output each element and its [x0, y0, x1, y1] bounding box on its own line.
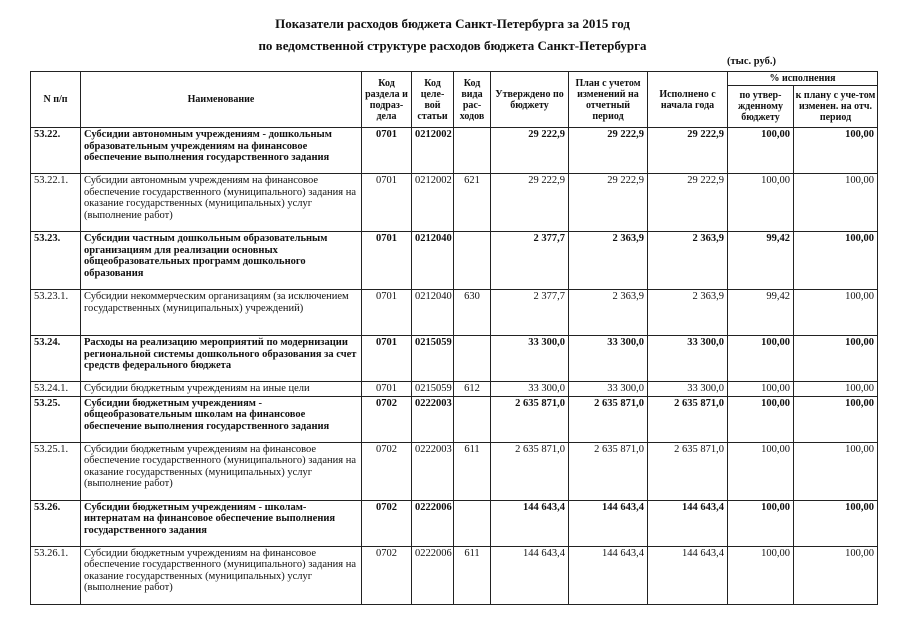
row-approved: 2 635 871,0	[491, 442, 569, 500]
row-section-code: 0701	[362, 232, 412, 290]
row-type-code: 621	[454, 174, 491, 232]
row-plan: 2 363,9	[569, 290, 648, 336]
col-section-header: Код раздела и подраз-дела	[362, 72, 412, 128]
row-section-code: 0702	[362, 396, 412, 442]
row-target-code: 0212002	[412, 128, 454, 174]
col-approved-header: Утверждено по бюджету	[491, 72, 569, 128]
row-number: 53.25.1.	[31, 442, 81, 500]
col-executed-header: Исполнено с начала года	[648, 72, 728, 128]
row-name: Субсидии бюджетным учреждениям - школам-интернатам на финансовое обеспечение выполнения государственного задания	[81, 500, 362, 546]
row-number: 53.23.1.	[31, 290, 81, 336]
row-approved: 33 300,0	[491, 382, 569, 397]
row-type-code	[454, 128, 491, 174]
row-executed: 2 635 871,0	[648, 442, 728, 500]
row-section-code: 0702	[362, 546, 412, 604]
table-row	[31, 128, 878, 174]
row-plan: 144 643,4	[569, 546, 648, 604]
row-plan: 144 643,4	[569, 500, 648, 546]
row-section-code: 0701	[362, 128, 412, 174]
col-pct-plan-header: к плану с уче-том изменен. на отч. период	[794, 86, 878, 128]
row-pct-plan: 100,00	[794, 232, 878, 290]
row-pct-plan: 100,00	[794, 174, 878, 232]
row-name: Субсидии бюджетным учреждениям на финансовое обеспечение государственного (муниципального) задания на оказание государственных (муниципальных) услуг (выполнение работ)	[81, 546, 362, 604]
row-pct-plan: 100,00	[794, 442, 878, 500]
row-name: Субсидии автономным учреждениям - дошкольным образовательным учреждениям на финансовое обеспечение выполнения государственного задания	[81, 128, 362, 174]
table-row	[31, 546, 878, 604]
row-number: 53.26.	[31, 500, 81, 546]
row-plan: 33 300,0	[569, 336, 648, 382]
row-type-code	[454, 336, 491, 382]
row-pct-approved: 100,00	[728, 442, 794, 500]
row-pct-plan: 100,00	[794, 396, 878, 442]
row-target-code: 0222006	[412, 500, 454, 546]
row-plan: 33 300,0	[569, 382, 648, 397]
row-executed: 2 363,9	[648, 290, 728, 336]
table-row	[31, 336, 878, 382]
row-approved: 2 377,7	[491, 290, 569, 336]
table-row	[31, 174, 878, 232]
row-approved: 2 635 871,0	[491, 396, 569, 442]
row-executed: 144 643,4	[648, 546, 728, 604]
table-row	[31, 290, 878, 336]
row-executed: 29 222,9	[648, 128, 728, 174]
table-row	[31, 382, 878, 397]
col-num-header: N п/п	[31, 72, 81, 128]
col-pct-approved-header: по утвер-жденному бюджету	[728, 86, 794, 128]
row-pct-plan: 100,00	[794, 382, 878, 397]
row-name: Расходы на реализацию мероприятий по модернизации региональной системы дошкольного образования за счет средств федерального бюджета	[81, 336, 362, 382]
row-number: 53.22.1.	[31, 174, 81, 232]
col-name-header: Наименование	[81, 72, 362, 128]
row-pct-approved: 100,00	[728, 336, 794, 382]
row-pct-approved: 99,42	[728, 290, 794, 336]
row-pct-plan: 100,00	[794, 128, 878, 174]
row-plan: 29 222,9	[569, 128, 648, 174]
row-approved: 144 643,4	[491, 546, 569, 604]
col-plan-header: План с учетом изменений на отчетный период	[569, 72, 648, 128]
row-name: Субсидии бюджетным учреждениям на финансовое обеспечение государственного (муниципального) задания на оказание государственных (муниципальных) услуг (выполнение работ)	[81, 442, 362, 500]
col-target-header: Код целе-вой статьи	[412, 72, 454, 128]
row-type-code	[454, 396, 491, 442]
row-pct-approved: 100,00	[728, 500, 794, 546]
row-pct-approved: 100,00	[728, 396, 794, 442]
row-type-code: 630	[454, 290, 491, 336]
row-number: 53.25.	[31, 396, 81, 442]
row-executed: 29 222,9	[648, 174, 728, 232]
row-target-code: 0215059	[412, 336, 454, 382]
row-plan: 2 635 871,0	[569, 396, 648, 442]
row-number: 53.22.	[31, 128, 81, 174]
row-name: Субсидии автономным учреждениям на финансовое обеспечение государственного (муниципального) задания на оказание государственных (муниципальных) услуг (выполнение работ)	[81, 174, 362, 232]
report-subtitle: по ведомственной структуре расходов бюджета Санкт-Петербурга	[258, 38, 647, 53]
row-approved: 29 222,9	[491, 174, 569, 232]
row-target-code: 0212040	[412, 232, 454, 290]
row-plan: 2 635 871,0	[569, 442, 648, 500]
row-pct-approved: 100,00	[728, 174, 794, 232]
col-pct-group-header: % исполнения	[728, 72, 878, 86]
row-type-code: 612	[454, 382, 491, 397]
report-title: Показатели расходов бюджета Санкт-Петербурга за 2015 год	[275, 16, 630, 31]
row-target-code: 0215059	[412, 382, 454, 397]
row-target-code: 0212040	[412, 290, 454, 336]
row-target-code: 0222003	[412, 396, 454, 442]
row-section-code: 0701	[362, 174, 412, 232]
row-target-code: 0212002	[412, 174, 454, 232]
row-pct-approved: 99,42	[728, 232, 794, 290]
row-name: Субсидии частным дошкольным образовательным организациям для реализации основных общеобразовательных программ дошкольного образования	[81, 232, 362, 290]
row-number: 53.26.1.	[31, 546, 81, 604]
row-executed: 33 300,0	[648, 382, 728, 397]
row-pct-approved: 100,00	[728, 546, 794, 604]
table-row	[31, 500, 878, 546]
row-target-code: 0222006	[412, 546, 454, 604]
row-pct-plan: 100,00	[794, 500, 878, 546]
row-type-code	[454, 232, 491, 290]
units-label: (тыс. руб.)	[727, 56, 776, 67]
row-name: Субсидии бюджетным учреждениям - общеобразовательным школам на финансовое обеспечение выполнения государственного задания	[81, 396, 362, 442]
row-target-code: 0222003	[412, 442, 454, 500]
row-pct-approved: 100,00	[728, 128, 794, 174]
row-name: Субсидии бюджетным учреждениям на иные цели	[81, 382, 362, 397]
row-executed: 2 363,9	[648, 232, 728, 290]
row-approved: 29 222,9	[491, 128, 569, 174]
row-approved: 144 643,4	[491, 500, 569, 546]
row-pct-plan: 100,00	[794, 336, 878, 382]
table-row	[31, 396, 878, 442]
row-type-code	[454, 500, 491, 546]
row-type-code: 611	[454, 546, 491, 604]
row-approved: 2 377,7	[491, 232, 569, 290]
budget-table	[30, 71, 878, 605]
row-pct-plan: 100,00	[794, 290, 878, 336]
row-executed: 33 300,0	[648, 336, 728, 382]
row-executed: 144 643,4	[648, 500, 728, 546]
row-executed: 2 635 871,0	[648, 396, 728, 442]
row-section-code: 0702	[362, 500, 412, 546]
row-section-code: 0701	[362, 382, 412, 397]
row-number: 53.23.	[31, 232, 81, 290]
row-plan: 29 222,9	[569, 174, 648, 232]
row-approved: 33 300,0	[491, 336, 569, 382]
col-type-header: Код вида рас-ходов	[454, 72, 491, 128]
row-pct-approved: 100,00	[728, 382, 794, 397]
row-number: 53.24.1.	[31, 382, 81, 397]
row-section-code: 0702	[362, 442, 412, 500]
row-section-code: 0701	[362, 336, 412, 382]
table-row	[31, 232, 878, 290]
table-row	[31, 442, 878, 500]
row-name: Субсидии некоммерческим организациям (за исключением государственных (муниципальных) учреждений)	[81, 290, 362, 336]
row-plan: 2 363,9	[569, 232, 648, 290]
row-number: 53.24.	[31, 336, 81, 382]
row-section-code: 0701	[362, 290, 412, 336]
row-type-code: 611	[454, 442, 491, 500]
row-pct-plan: 100,00	[794, 546, 878, 604]
